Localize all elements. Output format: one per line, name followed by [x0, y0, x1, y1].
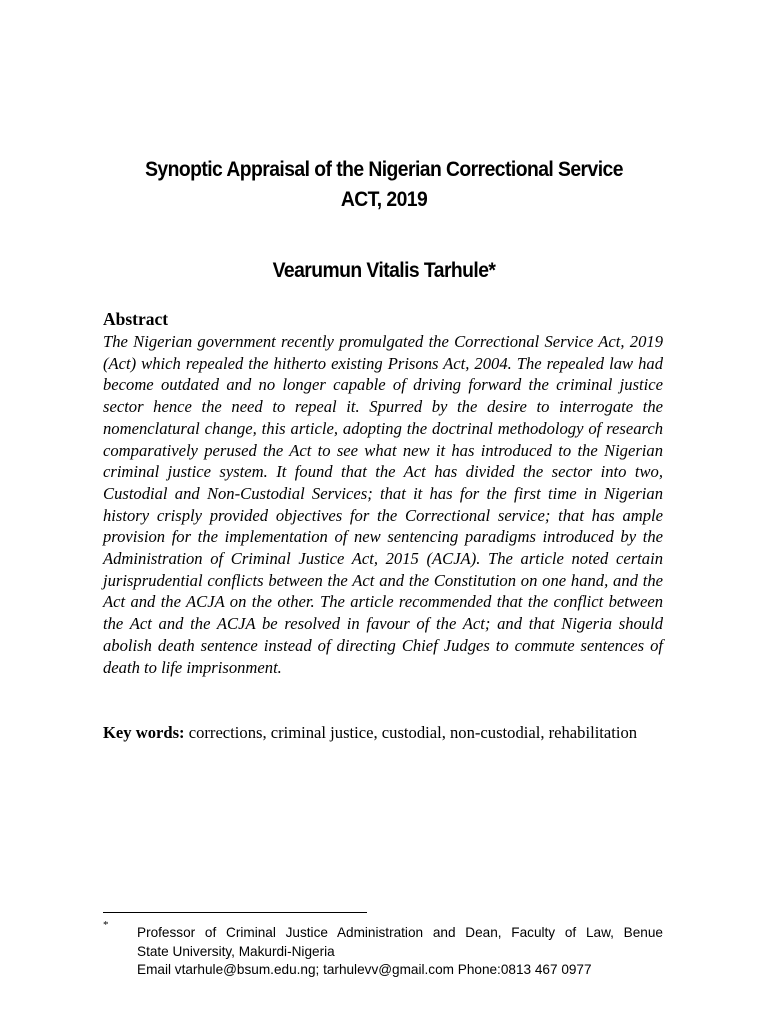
paper-title-line-2: ACT, 2019	[340, 188, 428, 211]
footnote-divider	[103, 912, 367, 913]
footnote-line-1: Professor of Criminal Justice Administration and Dean, Faculty of Law, Benue	[137, 925, 663, 940]
keywords-list: corrections, criminal justice, custodial, non-custodial, rehabilitation	[184, 723, 638, 742]
footnote-line-2: State University, Makurdi-Nigeria	[137, 943, 335, 959]
paper-title-line-1: Synoptic Appraisal of the Nigerian Correctional Service	[145, 158, 623, 181]
keywords	[103, 722, 663, 744]
abstract-heading: Abstract	[103, 309, 169, 329]
footnote-line-3: Email vtarhule@bsum.edu.ng; tarhulevv@gmail.com Phone:0813 467 0977	[137, 962, 592, 977]
paper-title	[86, 155, 682, 215]
keywords-label: Key words:	[103, 723, 185, 742]
footnote	[137, 924, 663, 980]
abstract-body: The Nigerian government recently promulgated the Correctional Service Act, 2019 (Act) which repealed the hitherto existing Prisons Act, 2004. The repealed law had become outdated and no longer capable of driving forward the criminal justice sector hence the need to repeal it. Spurred by the desire to interrogate the nomenclatural change, this article, adopting the doctrinal methodology of research comparatively perused the Act to see what new it has introduced to the Nigerian criminal justice system. It found that the Act has divided the sector into two, Custodial and Non-Custodial Services; that it has for the first time in Nigerian history crisply provided objectives for the Correctional service; that has ample provision for the implementation of new sentencing paradigms introduced by the Administration of Criminal Justice Act, 2015 (ACJA). The article noted certain jurisprudential conflicts between the Act and the Constitution on one hand, and the Act and the ACJA on the other. The article recommended that the conflict between the Act and the ACJA be resolved in favour of the Act; and that Nigeria should abolish death sentence instead of directing Chief Judges to commute sentences of death to life imprisonment.	[103, 332, 663, 677]
footnote-mark: *	[103, 919, 109, 931]
author-name: Vearumun Vitalis Tarhule*	[272, 259, 496, 282]
